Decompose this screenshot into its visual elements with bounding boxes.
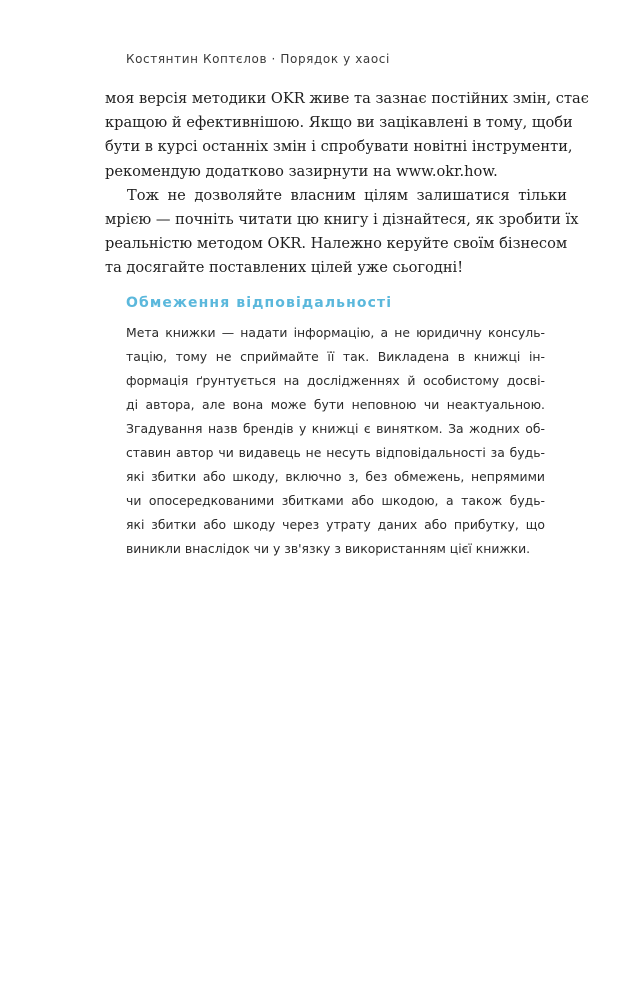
body-line: реальністю методом OKR. Належно керуйте своїм бізнесом <box>105 235 568 253</box>
disclaimer-text <box>126 321 545 561</box>
disclaimer-line: Мета книжки — надати інформацію, а не юридичну консуль- <box>126 325 545 340</box>
disclaimer-line: виникли внаслідок чи у зв'язку з використанням цієї книжки. <box>126 541 531 556</box>
body-line: мрією — почніть читати цю книгу і дізнайтеся, як зробити їх <box>105 211 579 229</box>
disclaimer-heading: Обмеження відповідальності <box>126 295 393 311</box>
running-head: Костянтин Коптєлов · Порядок у хаосі <box>126 52 390 66</box>
disclaimer-line: ставин автор чи видавець не несуть відповідальності за будь- <box>126 445 545 460</box>
disclaimer-line: які збитки або шкоду, включно з, без обмежень, непрямими <box>126 469 545 484</box>
body-line: Тож не дозволяйте власним цілям залишатися тільки <box>127 186 567 204</box>
body-paragraphs <box>105 87 589 281</box>
body-line: кращою й ефективнішою. Якщо ви зацікавлені в тому, щоби <box>105 114 573 132</box>
disclaimer-line: формація ґрунтується на дослідженнях й особистому досві- <box>126 373 545 388</box>
disclaimer-line: Згадування назв брендів у книжці є винятком. За жодних об- <box>126 421 545 436</box>
body-line: рекомендую додатково зазирнути на www.okr.how. <box>105 162 498 180</box>
disclaimer-line: тацію, тому не сприймайте її так. Викладена в книжці ін- <box>126 349 545 364</box>
body-line: моя версія методики OKR живе та зазнає постійних змін, стає <box>105 90 589 107</box>
body-line: бути в курсі останніх змін і спробувати новітні інструменти, <box>105 138 573 156</box>
disclaimer-line: які збитки або шкоду через утрату даних або прибутку, що <box>126 517 545 532</box>
body-line: та досягайте поставлених цілей уже сьогодні! <box>105 259 464 277</box>
disclaimer-line: чи опосередкованими збитками або шкодою, а також будь- <box>126 493 545 508</box>
disclaimer-line: ді автора, але вона може бути неповною чи неактуальною. <box>126 397 545 412</box>
